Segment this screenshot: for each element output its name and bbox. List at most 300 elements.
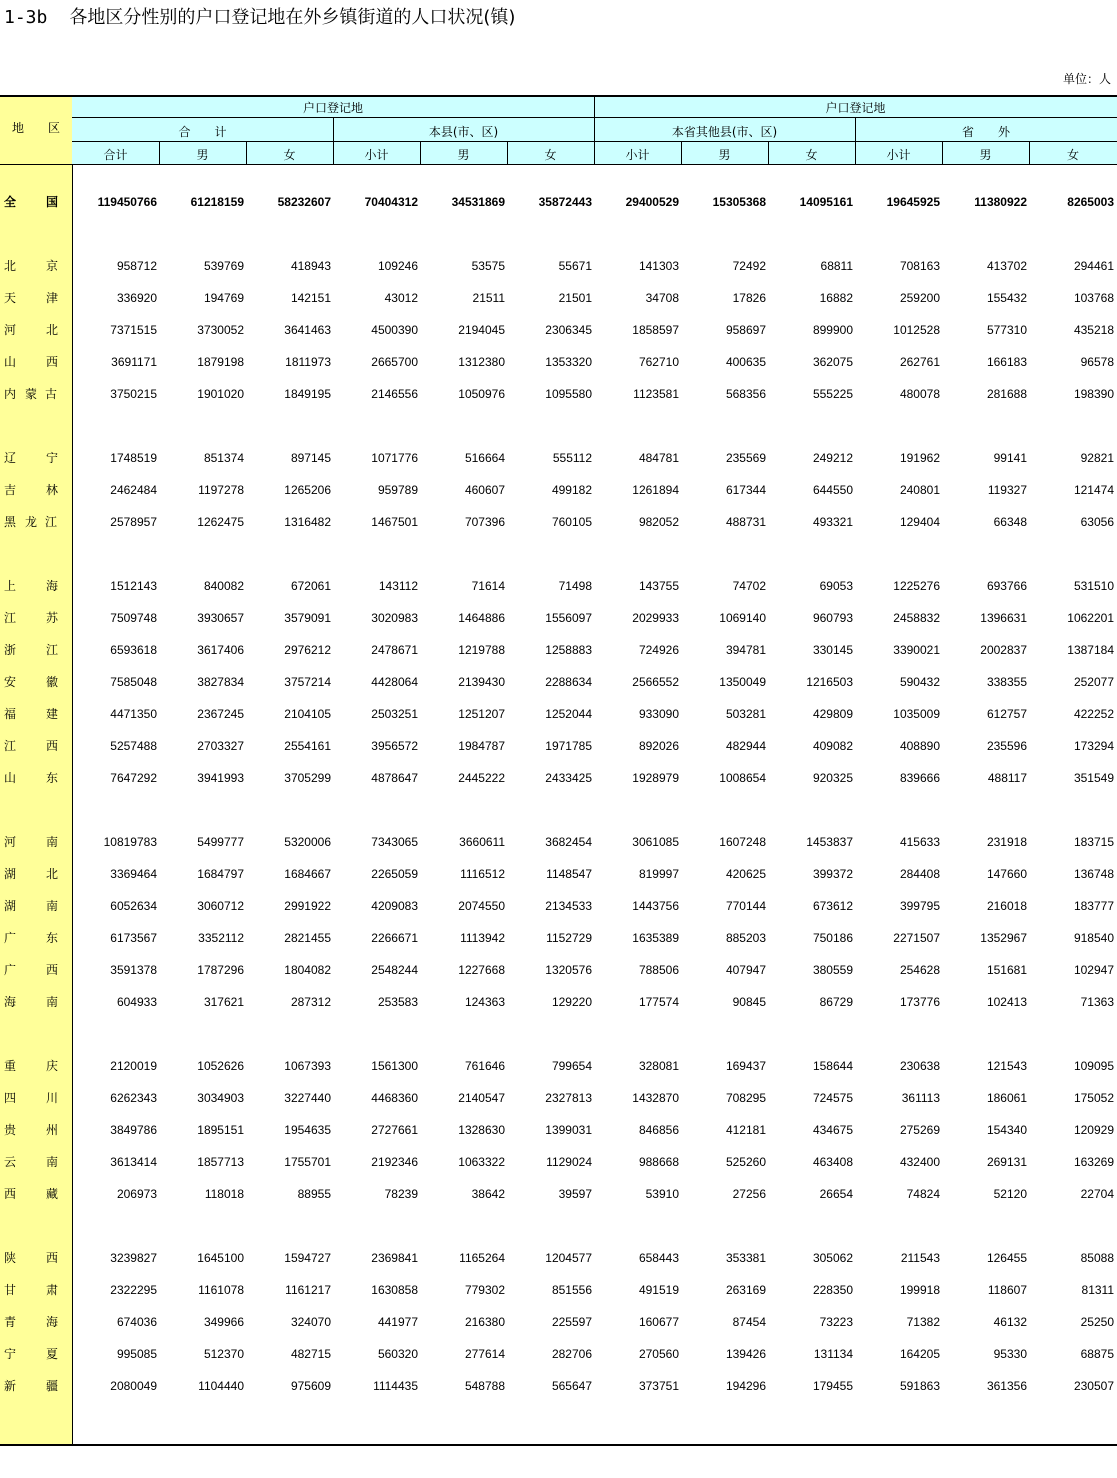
region-char: 浙 [4, 643, 17, 657]
region-char: 吉 [4, 483, 17, 497]
table-cell: 71614 [471, 579, 505, 593]
table-cell: 960793 [812, 611, 853, 625]
rule-v-group-2 [333, 118, 334, 165]
table-cell: 7371515 [110, 323, 157, 337]
region-char: 古 [45, 387, 58, 401]
region-char: 四 [4, 1091, 17, 1105]
table-cell: 74824 [906, 1187, 940, 1201]
table-cell: 2288634 [545, 675, 592, 689]
table-cell: 191962 [899, 451, 940, 465]
table-cell: 38642 [471, 1187, 505, 1201]
table-cell: 3691171 [111, 355, 157, 369]
table-cell: 66348 [993, 515, 1027, 529]
table-cell: 25250 [1080, 1315, 1114, 1329]
table-cell: 277614 [464, 1347, 505, 1361]
region-char: 西 [45, 1251, 58, 1265]
header-registration-right: 户口登记地 [825, 101, 886, 115]
table-cell: 281688 [986, 387, 1027, 401]
table-cell: 287312 [290, 995, 331, 1009]
region-char: 西 [4, 1187, 17, 1201]
table-cell: 750186 [812, 931, 853, 945]
region-name [0, 447, 72, 469]
table-cell: 235569 [725, 451, 766, 465]
table-cell: 2703327 [197, 739, 244, 753]
table-cell: 263169 [725, 1283, 766, 1297]
region-name [0, 1247, 72, 1269]
subheader-female-5: 女 [544, 148, 557, 162]
table-cell: 169437 [725, 1059, 766, 1073]
rule-v-sub-4 [420, 142, 421, 165]
table-cell: 3061085 [632, 835, 679, 849]
table-cell: 85088 [1080, 1251, 1114, 1265]
table-cell: 29400529 [625, 195, 679, 209]
region-char: 新 [4, 1379, 17, 1393]
table-cell: 1316482 [284, 515, 331, 529]
table-cell: 3352112 [198, 931, 244, 945]
table-cell: 5320006 [284, 835, 331, 849]
rule-v-main [594, 95, 595, 165]
region-name [0, 575, 72, 597]
table-cell: 120929 [1073, 1123, 1114, 1137]
region-char: 辽 [4, 451, 17, 465]
header-registration-left: 户口登记地 [302, 101, 363, 115]
table-cell: 53575 [471, 259, 505, 273]
rule-v-group-4 [855, 118, 856, 165]
table-cell: 27256 [732, 1187, 766, 1201]
table-cell: 897145 [290, 451, 331, 465]
table-cell: 1312380 [458, 355, 505, 369]
table-cell: 1443756 [632, 899, 679, 913]
table-cell: 1645100 [197, 1251, 244, 1265]
region-char: 陕 [4, 1251, 17, 1265]
table-cell: 3390021 [893, 643, 940, 657]
table-cell: 2120019 [110, 1059, 157, 1073]
table-cell: 2306345 [545, 323, 592, 337]
table-cell: 254628 [899, 963, 940, 977]
region-char: 云 [4, 1155, 17, 1169]
table-cell: 516664 [464, 451, 505, 465]
table-cell: 228350 [812, 1283, 853, 1297]
table-cell: 412181 [725, 1123, 766, 1137]
table-cell: 96578 [1080, 355, 1114, 369]
table-cell: 173776 [899, 995, 940, 1009]
table-cell: 70404312 [364, 195, 418, 209]
table-cell: 351549 [1073, 771, 1114, 785]
table-cell: 920325 [812, 771, 853, 785]
table-cell: 2074550 [458, 899, 505, 913]
table-cell: 988668 [638, 1155, 679, 1169]
table-cell: 1050976 [458, 387, 505, 401]
table-cell: 499182 [551, 483, 592, 497]
table-cell: 1512143 [110, 579, 157, 593]
region-name [0, 383, 72, 405]
region-name [0, 607, 72, 629]
table-cell: 2462484 [110, 483, 157, 497]
table-cell: 74702 [732, 579, 766, 593]
table-cell: 1467501 [371, 515, 418, 529]
table-cell: 1067393 [284, 1059, 331, 1073]
table-cell: 103768 [1073, 291, 1114, 305]
table-cell: 16882 [819, 291, 853, 305]
table-cell: 124363 [464, 995, 505, 1009]
table-cell: 72492 [732, 259, 766, 273]
table-cell: 2554161 [284, 739, 331, 753]
region-name [0, 863, 72, 885]
table-cell: 87454 [732, 1315, 766, 1329]
table-cell: 958697 [725, 323, 766, 337]
table-cell: 142151 [290, 291, 331, 305]
table-cell: 2271507 [893, 931, 940, 945]
subheader-male-10: 男 [979, 148, 992, 162]
table-cell: 4500390 [371, 323, 418, 337]
table-cell: 819997 [638, 867, 679, 881]
region-char: 全 [4, 195, 17, 209]
table-cell: 1261894 [632, 483, 679, 497]
table-cell: 3239827 [110, 1251, 157, 1265]
subheader-male-4: 男 [457, 148, 470, 162]
region-name [0, 1311, 72, 1333]
table-cell: 1104440 [198, 1379, 244, 1393]
table-cell: 1148547 [546, 867, 592, 881]
table-cell: 1012528 [893, 323, 940, 337]
table-cell: 19645925 [886, 195, 940, 209]
table-cell: 305062 [812, 1251, 853, 1265]
region-name [0, 1375, 72, 1397]
table-cell: 10819783 [103, 835, 157, 849]
table-cell: 673612 [812, 899, 853, 913]
table-cell: 1204577 [545, 1251, 592, 1265]
table-cell: 1328630 [458, 1123, 505, 1137]
table-cell: 460607 [464, 483, 505, 497]
table-cell: 1052626 [197, 1059, 244, 1073]
table-cell: 71363 [1080, 995, 1114, 1009]
table-cell: 121543 [986, 1059, 1027, 1073]
table-cell: 577310 [986, 323, 1027, 337]
table-cell: 216380 [464, 1315, 505, 1329]
table-cell: 90845 [732, 995, 766, 1009]
table-cell: 899900 [812, 323, 853, 337]
table-cell: 1352967 [980, 931, 1027, 945]
subheader-male-1: 男 [196, 148, 209, 162]
table-cell: 240801 [899, 483, 940, 497]
table-cell: 349966 [203, 1315, 244, 1329]
table-cell: 2139430 [458, 675, 505, 689]
table-cell: 918540 [1073, 931, 1114, 945]
table-cell: 361356 [986, 1379, 1027, 1393]
table-cell: 119327 [987, 483, 1027, 497]
header-group-total: 合 计 [178, 125, 227, 139]
region-char: 江 [4, 739, 17, 753]
rule-bottom [0, 1444, 1117, 1446]
table-cell: 1216503 [806, 675, 853, 689]
table-cell: 141303 [638, 259, 679, 273]
table-cell: 102947 [1073, 963, 1114, 977]
table-cell: 175052 [1073, 1091, 1114, 1105]
table-cell: 21501 [558, 291, 592, 305]
table-cell: 1116512 [460, 867, 505, 881]
region-name [0, 831, 72, 853]
table-cell: 92821 [1080, 451, 1114, 465]
table-cell: 136748 [1073, 867, 1114, 881]
table-cell: 2322295 [110, 1283, 157, 1297]
table-cell: 3641463 [284, 323, 331, 337]
table-cell: 707396 [464, 515, 505, 529]
table-cell: 154340 [986, 1123, 1027, 1137]
table-cell: 555112 [552, 451, 592, 465]
table-cell: 568356 [725, 387, 766, 401]
region-header: 地 区 [11, 121, 60, 135]
region-name [0, 479, 72, 501]
table-cell: 1387184 [1067, 643, 1114, 657]
table-cell: 1320576 [545, 963, 592, 977]
table-cell: 160677 [638, 1315, 679, 1329]
unit-label: 单位：人 [1062, 72, 1111, 86]
table-cell: 216018 [986, 899, 1027, 913]
table-cell: 2566552 [632, 675, 679, 689]
region-name [0, 927, 72, 949]
table-cell: 1630858 [371, 1283, 418, 1297]
table-cell: 63056 [1080, 515, 1114, 529]
table-cell: 4471350 [110, 707, 157, 721]
table-cell: 674036 [116, 1315, 157, 1329]
table-cell: 282706 [551, 1347, 592, 1361]
table-cell: 6593618 [110, 643, 157, 657]
table-cell: 885203 [725, 931, 766, 945]
table-cell: 55671 [558, 259, 592, 273]
region-char: 湖 [4, 867, 17, 881]
table-cell: 2458832 [893, 611, 940, 625]
region-name [0, 991, 72, 1013]
table-cell: 1971785 [545, 739, 592, 753]
table-cell: 3617406 [197, 643, 244, 657]
table-cell: 548788 [464, 1379, 505, 1393]
table-cell: 6052634 [110, 899, 157, 913]
table-cell: 253583 [377, 995, 418, 1009]
table-cell: 761646 [464, 1059, 505, 1073]
region-char: 蒙 [25, 387, 38, 401]
table-cell: 1399031 [545, 1123, 592, 1137]
header-group-other-province: 省 外 [961, 125, 1010, 139]
table-cell: 2002837 [980, 643, 1027, 657]
table-cell: 6262343 [110, 1091, 157, 1105]
table-cell: 338355 [986, 675, 1027, 689]
table-cell: 503281 [725, 707, 766, 721]
table-cell: 1262475 [197, 515, 244, 529]
data-table [0, 95, 1117, 1447]
table-cell: 118018 [204, 1187, 244, 1201]
region-char: 庆 [45, 1059, 58, 1073]
table-cell: 560320 [377, 1347, 418, 1361]
table-cell: 2266671 [371, 931, 418, 945]
table-cell: 1684797 [197, 867, 244, 881]
table-cell: 7647292 [110, 771, 157, 785]
table-cell: 4209083 [371, 899, 418, 913]
table-cell: 892026 [638, 739, 679, 753]
region-name [0, 735, 72, 757]
table-cell: 851556 [551, 1283, 592, 1297]
table-cell: 5257488 [110, 739, 157, 753]
region-char: 山 [4, 355, 17, 369]
table-cell: 211543 [900, 1251, 940, 1265]
table-cell: 230638 [899, 1059, 940, 1073]
table-cell: 1684667 [284, 867, 331, 881]
table-cell: 394781 [725, 643, 766, 657]
table-cell: 194296 [725, 1379, 766, 1393]
table-cell: 1252044 [545, 707, 592, 721]
table-cell: 1879198 [197, 355, 244, 369]
table-cell: 422252 [1073, 707, 1114, 721]
table-cell: 4878647 [371, 771, 418, 785]
table-cell: 3660611 [459, 835, 505, 849]
table-cell: 131134 [813, 1347, 853, 1361]
region-char: 湖 [4, 899, 17, 913]
table-cell: 147660 [986, 867, 1027, 881]
region-name [0, 959, 72, 981]
table-cell: 1755701 [284, 1155, 331, 1169]
table-cell: 2104105 [284, 707, 331, 721]
table-cell: 71382 [906, 1315, 940, 1329]
table-cell: 3849786 [110, 1123, 157, 1137]
table-cell: 415633 [899, 835, 940, 849]
table-cell: 1071776 [371, 451, 418, 465]
rule-v-sub-10 [942, 142, 943, 165]
table-cell: 3827834 [197, 675, 244, 689]
region-char: 广 [4, 963, 17, 977]
subheader-total-0: 合计 [103, 148, 128, 162]
table-cell: 284408 [899, 867, 940, 881]
table-cell: 480078 [899, 387, 940, 401]
table-cell: 2369841 [371, 1251, 418, 1265]
region-char: 川 [45, 1091, 58, 1105]
table-cell: 1008654 [719, 771, 766, 785]
table-cell: 3941993 [197, 771, 244, 785]
table-cell: 2029933 [632, 611, 679, 625]
table-cell: 658443 [638, 1251, 679, 1265]
table-cell: 491519 [638, 1283, 679, 1297]
region-char: 海 [45, 579, 58, 593]
table-cell: 590432 [899, 675, 940, 689]
table-cell: 760105 [551, 515, 592, 529]
region-name [0, 895, 72, 917]
table-cell: 353381 [725, 1251, 766, 1265]
table-cell: 591863 [899, 1379, 940, 1393]
table-cell: 407947 [725, 963, 766, 977]
table-cell: 52120 [993, 1187, 1027, 1201]
table-cell: 14095161 [799, 195, 853, 209]
region-name [0, 1055, 72, 1077]
page-title [4, 4, 515, 32]
table-cell: 1432870 [632, 1091, 679, 1105]
table-cell: 1607248 [719, 835, 766, 849]
table-cell: 3034903 [197, 1091, 244, 1105]
table-cell: 708295 [725, 1091, 766, 1105]
table-cell: 839666 [899, 771, 940, 785]
region-char: 重 [4, 1059, 17, 1073]
region-name [0, 703, 72, 725]
rule-v-sub-5 [507, 142, 508, 165]
table-cell: 1748519 [110, 451, 157, 465]
table-cell: 724926 [638, 643, 679, 657]
region-char: 东 [45, 771, 58, 785]
region-char: 龙 [25, 515, 38, 529]
table-cell: 15305368 [712, 195, 766, 209]
region-name [0, 639, 72, 661]
table-cell: 531510 [1073, 579, 1114, 593]
table-cell: 1787296 [197, 963, 244, 977]
table-cell: 6173567 [110, 931, 157, 945]
region-char: 东 [45, 931, 58, 945]
table-cell: 143755 [638, 579, 679, 593]
table-cell: 3705299 [284, 771, 331, 785]
table-cell: 225597 [551, 1315, 592, 1329]
table-cell: 21511 [472, 291, 505, 305]
table-cell: 463408 [812, 1155, 853, 1169]
table-cell: 539769 [203, 259, 244, 273]
region-char: 内 [4, 387, 17, 401]
table-cell: 1161217 [285, 1283, 331, 1297]
rule-header-bottom [0, 164, 1117, 165]
table-cell: 1197278 [198, 483, 244, 497]
table-cell: 1219788 [458, 643, 505, 657]
table-cell: 851374 [203, 451, 244, 465]
region-char: 安 [4, 675, 17, 689]
table-cell: 8265003 [1067, 195, 1114, 209]
table-cell: 3227440 [284, 1091, 331, 1105]
table-cell: 231918 [986, 835, 1027, 849]
table-cell: 2991922 [284, 899, 331, 913]
region-name [0, 191, 72, 213]
table-cell: 975609 [290, 1379, 331, 1393]
table-cell: 435218 [1073, 323, 1114, 337]
region-char: 宁 [4, 1347, 17, 1361]
table-cell: 102413 [986, 995, 1027, 1009]
table-cell: 1858597 [632, 323, 679, 337]
table-title: 各地区分性别的户口登记地在外乡镇街道的人口状况(镇) [69, 7, 516, 28]
table-cell: 5499777 [197, 835, 244, 849]
table-cell: 525260 [725, 1155, 766, 1169]
table-cell: 1556097 [545, 611, 592, 625]
region-char: 西 [45, 963, 58, 977]
table-cell: 34531869 [451, 195, 505, 209]
rule-v-sub-8 [768, 142, 769, 165]
table-cell: 4468360 [371, 1091, 418, 1105]
table-cell: 1265206 [284, 483, 331, 497]
table-cell: 177574 [638, 995, 679, 1009]
table-cell: 1123581 [633, 387, 679, 401]
table-cell: 81311 [1081, 1283, 1114, 1297]
table-cell: 1857713 [197, 1155, 244, 1169]
table-cell: 1849195 [284, 387, 331, 401]
table-cell: 230507 [1073, 1379, 1114, 1393]
table-cell: 1227668 [458, 963, 505, 977]
table-cell: 1901020 [197, 387, 244, 401]
table-cell: 179455 [812, 1379, 853, 1393]
region-char: 北 [45, 867, 58, 881]
region-char: 津 [45, 291, 58, 305]
region-char: 国 [45, 195, 58, 209]
table-cell: 362075 [812, 355, 853, 369]
table-cell: 2478671 [371, 643, 418, 657]
table-cell: 555225 [812, 387, 853, 401]
region-char: 海 [45, 1315, 58, 1329]
region-char: 夏 [45, 1347, 58, 1361]
subheader-male-7: 男 [718, 148, 731, 162]
table-cell: 35872443 [538, 195, 592, 209]
table-cell: 1062201 [1067, 611, 1114, 625]
header-group-same-county: 本县(市、区) [428, 125, 499, 139]
region-char: 青 [4, 1315, 17, 1329]
region-name [0, 1087, 72, 1109]
